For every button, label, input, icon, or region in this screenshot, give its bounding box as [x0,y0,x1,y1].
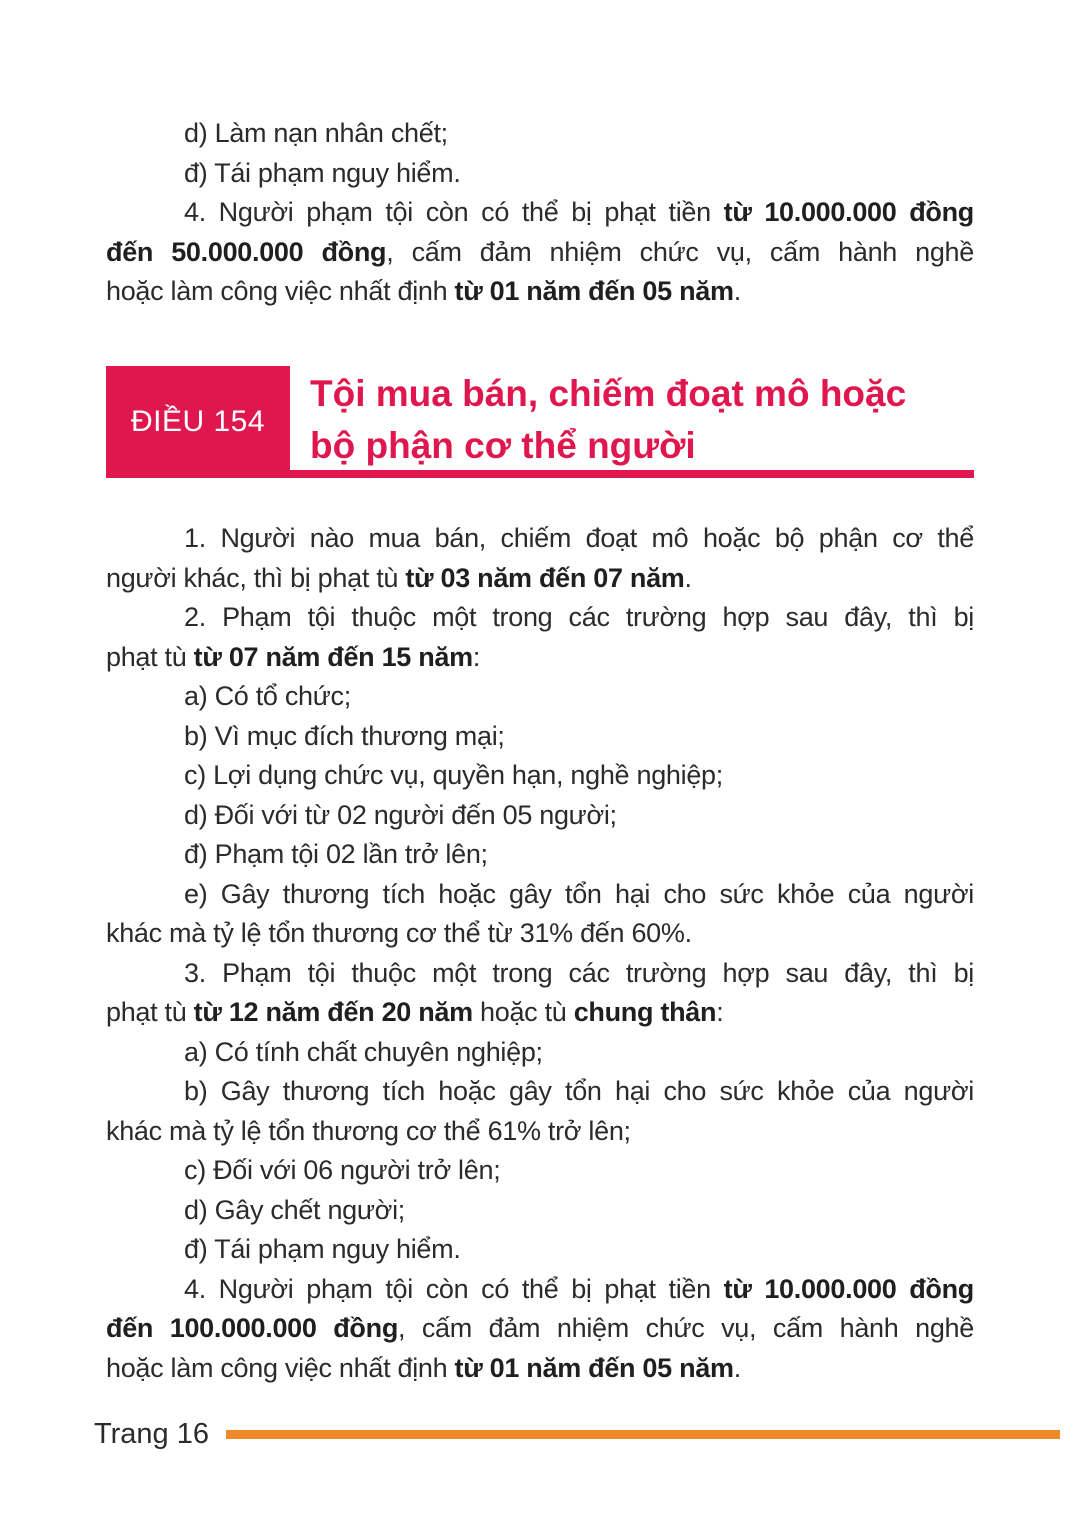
text-span: hoặc làm công việc nhất định [106,1352,455,1383]
text-span: phạt tù [106,997,194,1027]
paragraph-line [106,954,974,994]
bold-text: từ 01 năm đến 05 năm [454,1352,734,1383]
text-span: 3. Phạm tội thuộc một trong các trường hợp sau đây, thì bị [184,957,974,988]
bold-text: từ 07 năm đến 15 năm [193,641,473,672]
paragraph-line [106,993,974,1033]
page-footer [94,1414,1060,1454]
text-span: e) Gây thương tích hoặc gây tổn hại cho sức khỏe của người [184,878,974,909]
paragraph-line [106,559,974,599]
list-item: a) Có tính chất chuyên nghiệp; [184,1036,543,1067]
list-item: c) Lợi dụng chức vụ, quyền hạn, nghề nghiệp; [184,760,723,790]
previous-article-tail [106,114,974,312]
bold-text: đến 100.000.000 đồng [106,1313,399,1343]
text-span: b) Gây thương tích hoặc gây tổn hại cho sức khỏe của người [184,1076,974,1106]
article-title [310,368,970,472]
list-item: đ) Tái phạm nguy hiểm. [184,1234,461,1264]
list-item [106,114,974,154]
paragraph-line [106,272,974,312]
list-item-continuation: khác mà tỷ lệ tổn thương cơ thể từ 31% đến 60%. [106,918,692,948]
bold-text: chung thân [573,997,717,1027]
footer-rule [226,1430,1060,1439]
text-span: , cấm đảm nhiệm chức vụ, cấm hành nghề [398,1313,974,1343]
article-title-line: bộ phận cơ thể người [310,425,696,466]
article-number-badge: ĐIỀU 154 [106,366,290,478]
text-span: 2. Phạm tội thuộc một trong các trường hợp sau đây, thì bị [184,602,974,632]
list-item: d) Gây chết người; [184,1194,405,1225]
bold-text: từ 12 năm đến 20 năm [193,997,473,1027]
list-item: đ) Phạm tội 02 lần trở lên; [184,839,488,869]
list-item [106,875,974,915]
bold-text: từ 10.000.000 đồng [723,1273,975,1304]
bold-text: từ 03 năm đến 07 năm [405,562,685,593]
list-item-text: d) Làm nạn nhân chết; [184,118,448,148]
paragraph-line [106,638,974,678]
bold-text: từ 10.000.000 đồng [723,197,975,227]
list-item-continuation: khác mà tỷ lệ tổn thương cơ thể 61% trở lên; [106,1115,631,1146]
paragraph-line [106,1349,974,1389]
text-span: . [733,276,741,306]
list-item: b) Vì mục đích thương mại; [184,720,505,751]
paragraph-line [106,519,974,559]
list-item: c) Đối với 06 người trở lên; [184,1155,501,1185]
list-item: a) Có tổ chức; [184,681,351,711]
page-number-label: Trang 16 [94,1418,209,1450]
article-title-line: Tội mua bán, chiếm đoạt mô hoặc [310,373,907,414]
text-span: : [472,641,481,672]
text-span: . [733,1352,741,1383]
list-item [106,1072,974,1112]
paragraph-line [106,598,974,638]
article-heading [106,366,974,478]
list-item: d) Đối với từ 02 người đến 05 người; [184,799,617,830]
text-span: hoặc làm công việc nhất định [106,276,455,306]
list-item [106,154,974,194]
paragraph-line [106,1309,974,1349]
paragraph-line [106,193,974,233]
text-span: hoặc tù [472,997,574,1027]
paragraph-line [106,233,974,273]
text-span: , cấm đảm nhiệm chức vụ, cấm hành nghề [386,236,974,267]
text-span: phạt tù [106,641,194,672]
bold-text: đến 50.000.000 đồng [106,236,387,267]
paragraph-line [106,1270,974,1310]
text-span: 1. Người nào mua bán, chiếm đoạt mô hoặc bộ phận cơ thể [184,523,974,553]
text-span: 4. Người phạm tội còn có thể bị phạt tiền [184,197,724,227]
list-item-text: đ) Tái phạm nguy hiểm. [184,157,461,188]
bold-text: từ 01 năm đến 05 năm [454,276,734,306]
text-span: . [684,562,692,593]
article-body [106,519,974,1388]
text-span: người khác, thì bị phạt tù [106,562,406,593]
text-span: 4. Người phạm tội còn có thể bị phạt tiền [184,1273,724,1304]
text-span: : [716,997,724,1027]
